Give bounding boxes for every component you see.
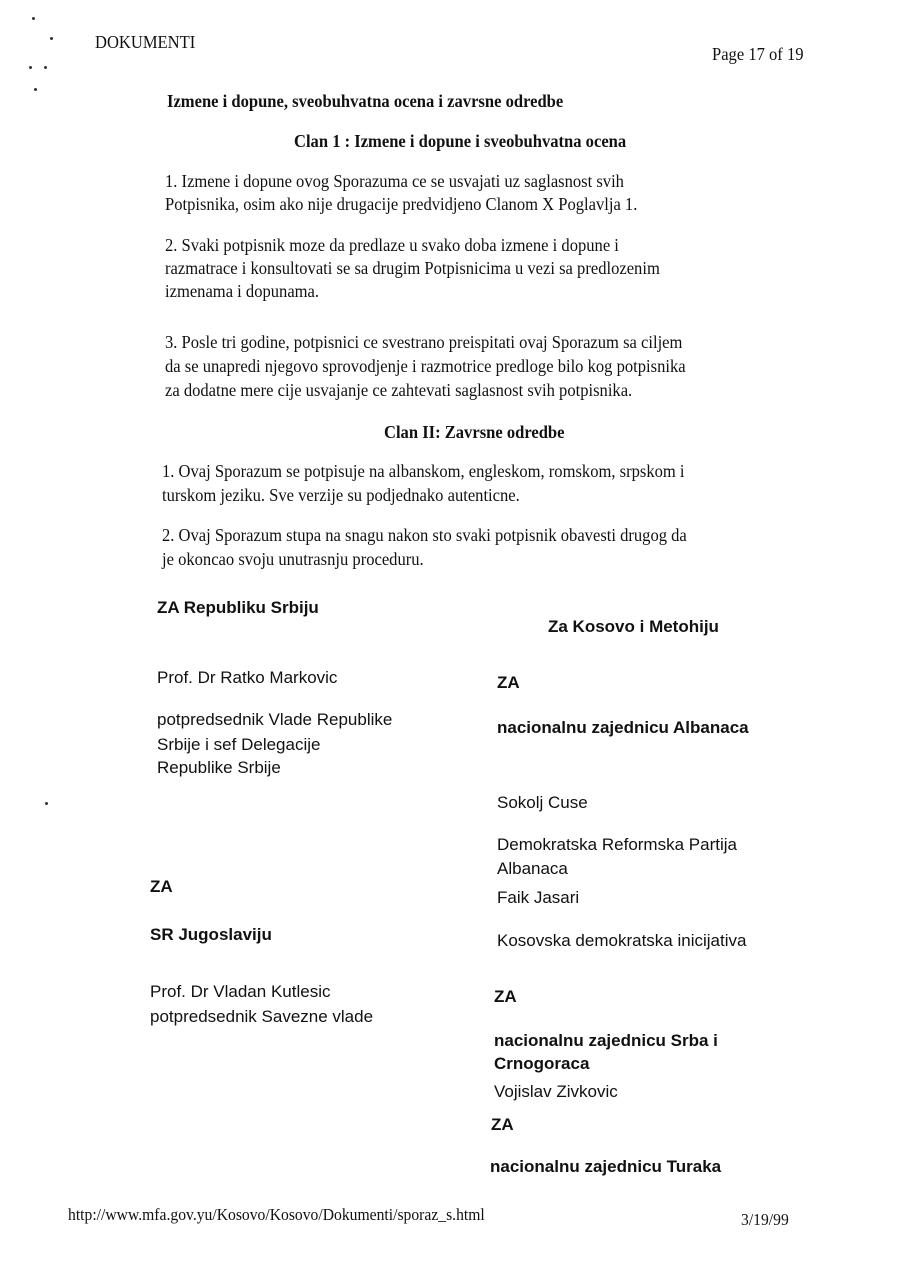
left-sig-role: Republike Srbije bbox=[157, 758, 281, 777]
right-sig-entity: nacionalnu zajednicu Srba i bbox=[494, 1031, 718, 1050]
right-sig-za: ZA bbox=[497, 673, 520, 692]
right-sig-entity: nacionalnu zajednicu Turaka bbox=[490, 1157, 722, 1176]
scan-speck bbox=[45, 802, 48, 805]
right-sig-name: Sokolj Cuse bbox=[497, 793, 588, 812]
right-sig-party: Demokratska Reformska Partija bbox=[497, 835, 737, 854]
right-sig-za: ZA bbox=[494, 987, 517, 1006]
clan1-heading: Clan 1 : Izmene i dopune i sveobuhvatna ocena bbox=[294, 131, 627, 151]
footer-date: 3/19/99 bbox=[741, 1210, 789, 1229]
clan1-p1-line: Potpisnika, osim ako nije drugacije predvidjeno Clanom X Poglavlja 1. bbox=[165, 194, 638, 214]
page-number: Page 17 of 19 bbox=[712, 44, 804, 64]
clan2-p1-line: turskom jeziku. Sve verzije su podjednako autenticne. bbox=[162, 485, 520, 505]
right-sig-heading: Za Kosovo i Metohiju bbox=[548, 617, 719, 636]
left-sig-heading: ZA Republiku Srbiju bbox=[157, 598, 319, 617]
scan-speck bbox=[34, 88, 37, 91]
left-sig-role: potpredsednik Savezne vlade bbox=[150, 1007, 374, 1026]
right-sig-party: Kosovska demokratska inicijativa bbox=[497, 931, 747, 950]
scan-speck bbox=[44, 66, 47, 69]
right-sig-name: Vojislav Zivkovic bbox=[494, 1082, 618, 1101]
right-sig-entity: Crnogoraca bbox=[494, 1054, 590, 1073]
footer-url: http://www.mfa.gov.yu/Kosovo/Kosovo/Dokumenti/sporaz_s.html bbox=[68, 1205, 485, 1224]
left-sig-name: Prof. Dr Vladan Kutlesic bbox=[150, 982, 331, 1001]
clan1-p3-line: za dodatne mere cije usvajanje ce zahtevati saglasnost svih potpisnika. bbox=[165, 380, 633, 400]
clan1-p2-line: 2. Svaki potpisnik moze da predlaze u svako doba izmene i dopune i bbox=[165, 235, 619, 255]
clan1-p3-line: 3. Posle tri godine, potpisnici ce svestrano preispitati ovaj Sporazum sa ciljem bbox=[165, 332, 683, 352]
clan1-p2-line: razmatrace i konsultovati se sa drugim Potpisnicima u vezi sa predlozenim bbox=[165, 258, 660, 278]
right-sig-name: Faik Jasari bbox=[497, 888, 580, 907]
right-sig-za: ZA bbox=[491, 1115, 514, 1134]
section-title: Izmene i dopune, sveobuhvatna ocena i zavrsne odredbe bbox=[167, 91, 564, 111]
clan2-p2-line: 2. Ovaj Sporazum stupa na snagu nakon sto svaki potpisnik obavesti drugog da bbox=[162, 525, 687, 545]
clan1-p1-line: 1. Izmene i dopune ovog Sporazuma ce se usvajati uz saglasnost svih bbox=[165, 171, 624, 191]
header-left: DOKUMENTI bbox=[95, 32, 196, 52]
scan-speck bbox=[32, 17, 35, 20]
left-sig-role: Srbije i sef Delegacije bbox=[157, 735, 321, 754]
scan-speck bbox=[29, 66, 32, 69]
left-sig-name: Prof. Dr Ratko Markovic bbox=[157, 668, 338, 687]
scan-speck bbox=[50, 37, 53, 40]
clan2-p1-line: 1. Ovaj Sporazum se potpisuje na albanskom, engleskom, romskom, srpskom i bbox=[162, 461, 685, 481]
right-sig-party: Albanaca bbox=[497, 859, 568, 878]
left-sig-za: ZA bbox=[150, 877, 173, 896]
left-sig-role: potpredsednik Vlade Republike bbox=[157, 710, 393, 729]
clan1-p3-line: da se unapredi njegovo sprovodjenje i razmotrice predloge bilo kog potpisnika bbox=[165, 356, 686, 376]
left-sig-entity: SR Jugoslaviju bbox=[150, 925, 272, 944]
right-sig-entity: nacionalnu zajednicu Albanaca bbox=[497, 718, 749, 737]
clan2-heading: Clan II: Zavrsne odredbe bbox=[384, 422, 565, 442]
clan2-p2-line: je okoncao svoju unutrasnju proceduru. bbox=[162, 549, 424, 569]
clan1-p2-line: izmenama i dopunama. bbox=[165, 281, 320, 301]
